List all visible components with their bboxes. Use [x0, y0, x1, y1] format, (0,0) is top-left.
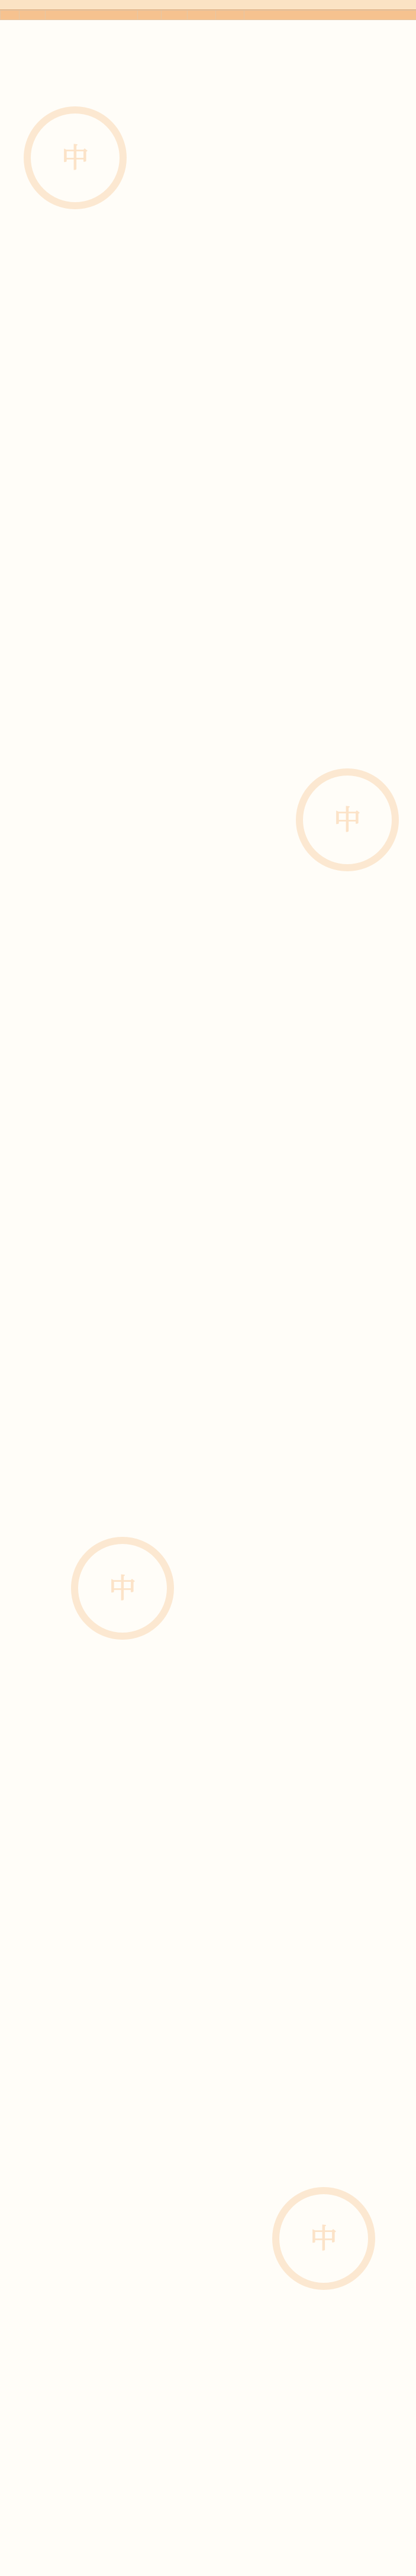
column-header — [20, 11, 46, 20]
watermark-logo: 中 — [296, 768, 399, 871]
column-header — [244, 11, 416, 20]
page-title — [0, 0, 416, 10]
column-header — [1, 11, 20, 20]
table-header-row — [1, 11, 416, 20]
column-header — [138, 11, 162, 20]
column-header — [162, 11, 188, 20]
watermark-logo: 中 — [272, 2187, 375, 2290]
column-header — [46, 11, 138, 20]
watermark-logo: 中 — [71, 1537, 174, 1640]
column-header — [216, 11, 244, 20]
data-table — [0, 10, 416, 20]
column-header — [188, 11, 216, 20]
watermark-logo: 中 — [24, 106, 127, 209]
